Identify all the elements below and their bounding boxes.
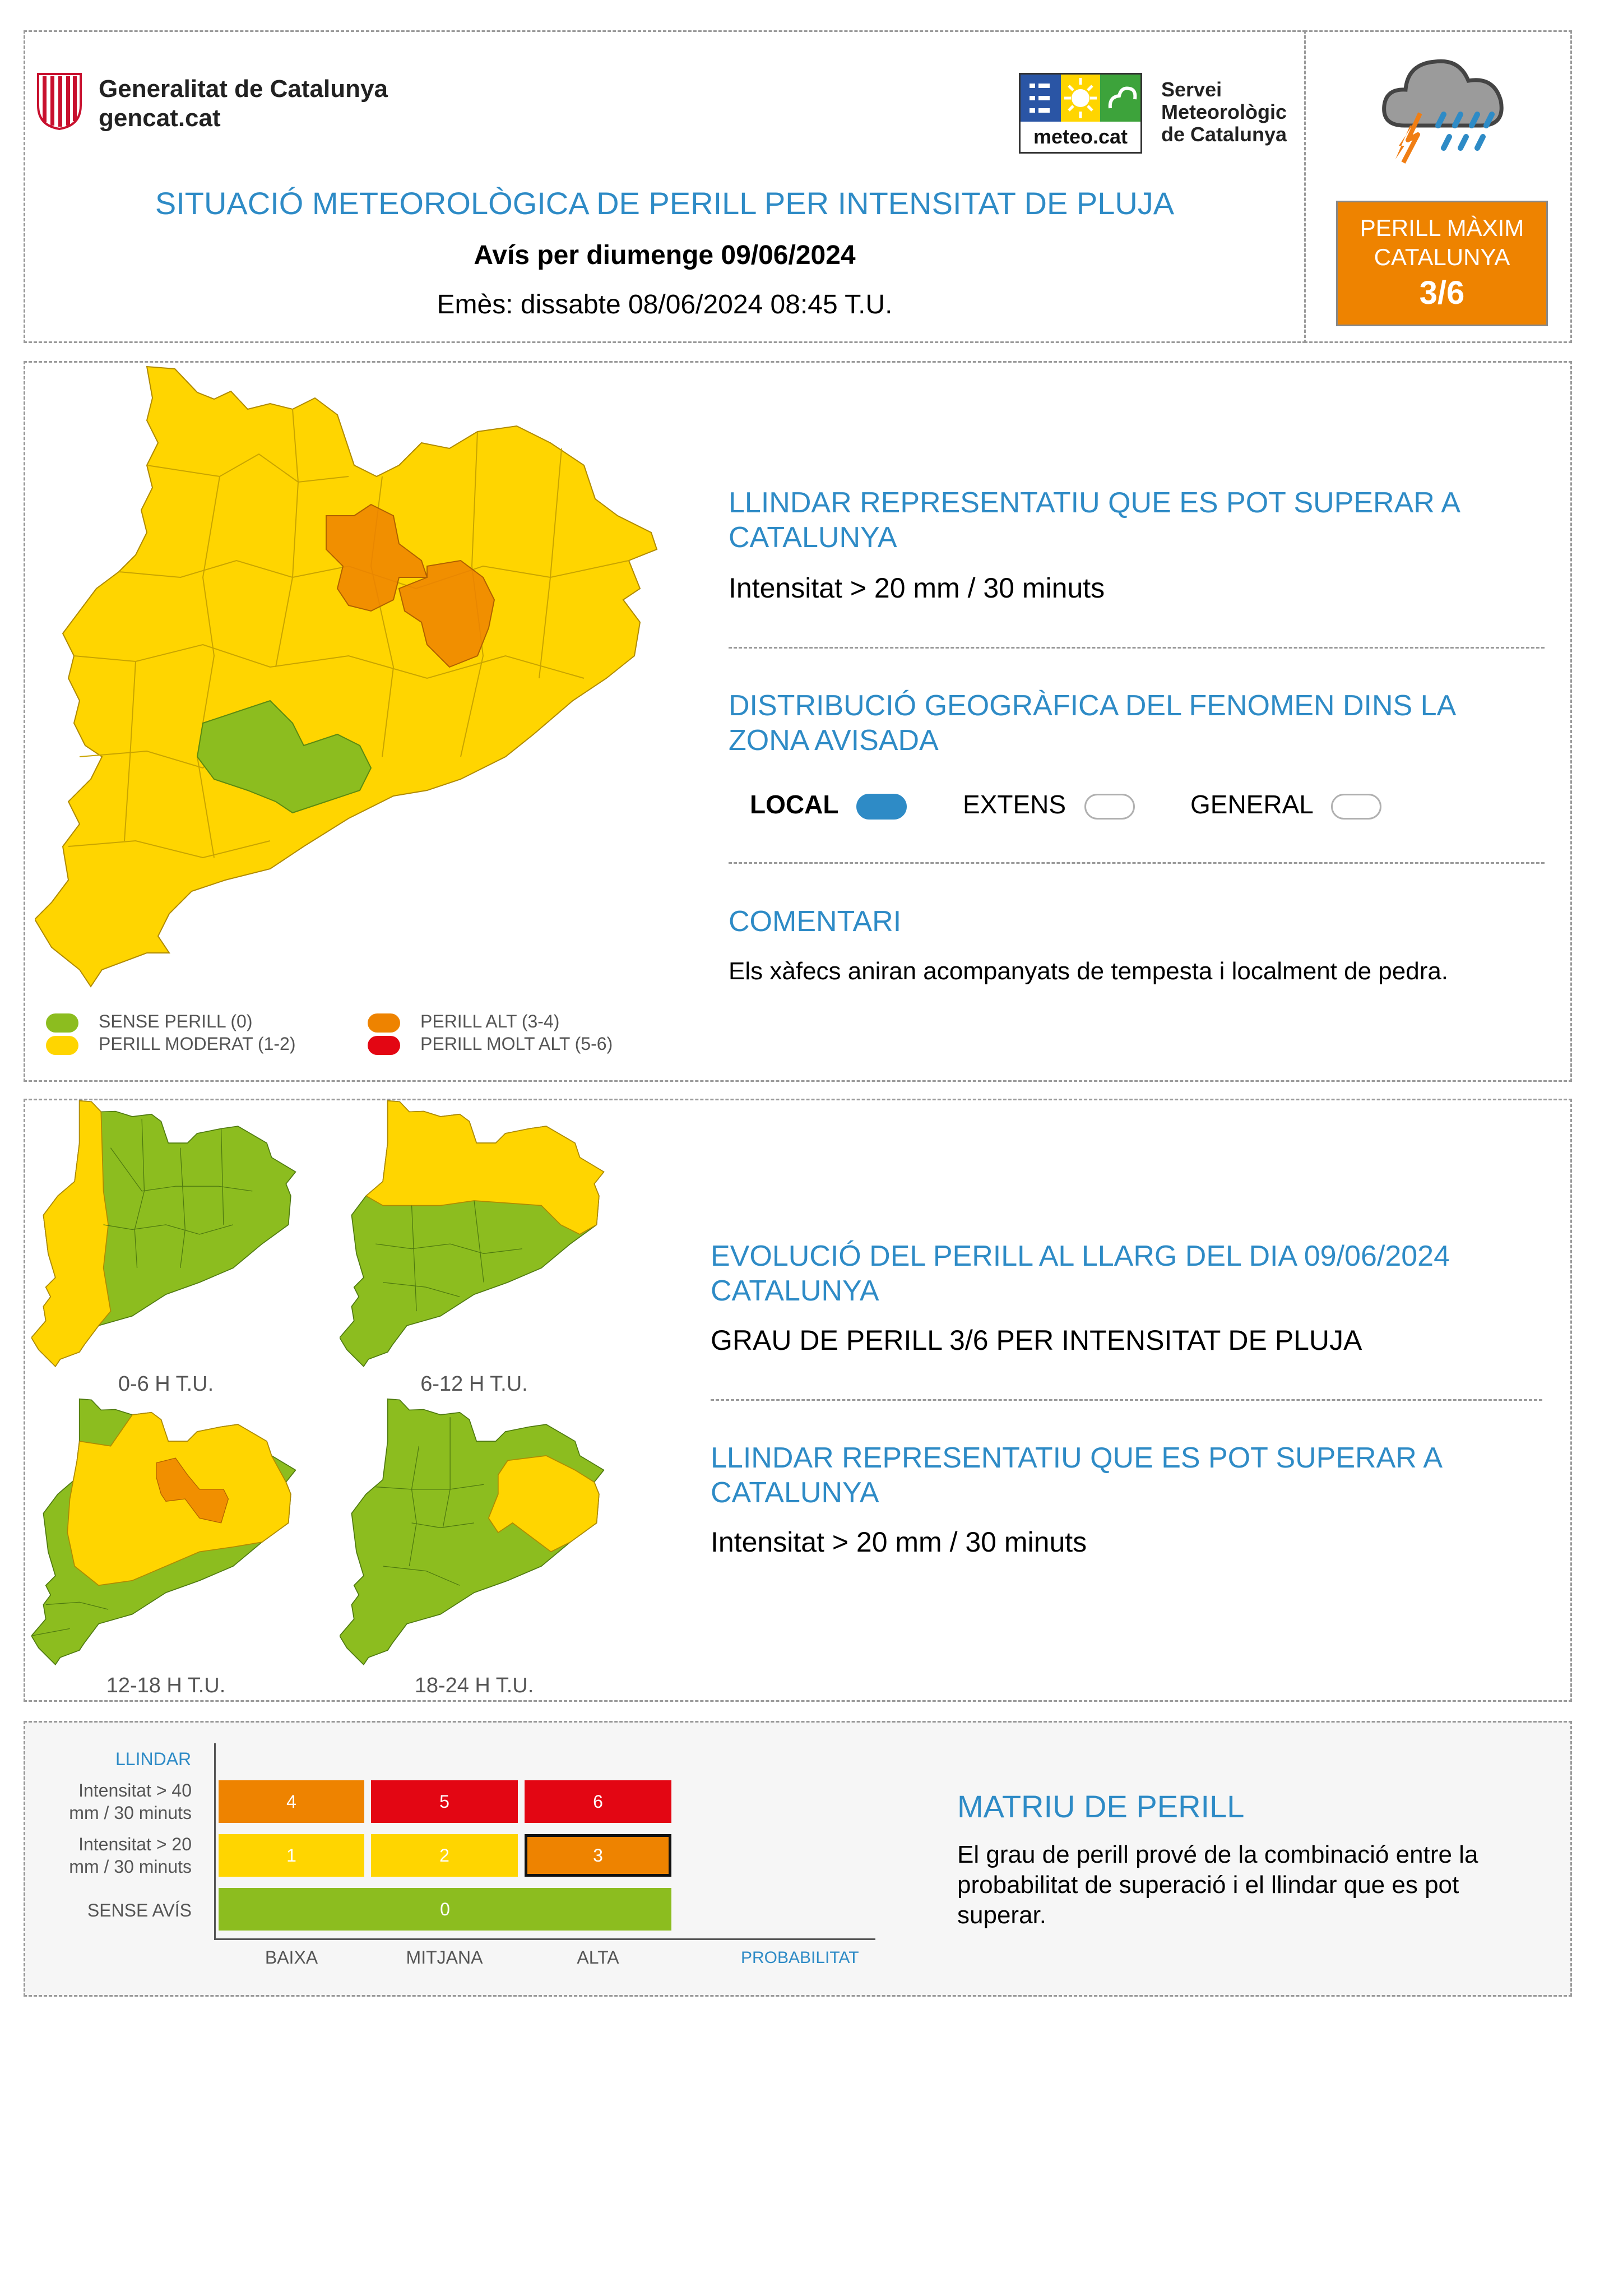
legend-swatch-moderate (46, 1036, 78, 1055)
matrix-col-label: BAIXA (265, 1947, 318, 1968)
matrix-text: El grau de perill prové de la combinació entre la probabilitat de superació i el llindar que es pot superar. (957, 1841, 1478, 1929)
generalitat-logo (36, 72, 83, 130)
meteocat-brand: meteo.cat (1033, 125, 1128, 148)
max-danger-line1: PERILL MÀXIM (1360, 215, 1524, 241)
evolution-grade: GRAU DE PERILL 3/6 PER INTENSITAT DE PLUJA (711, 1325, 1362, 1356)
service-name (1161, 78, 1287, 146)
storm-cloud-rain-icon (1376, 47, 1511, 165)
period-label: 12-18 H T.U. (106, 1674, 226, 1697)
divider (729, 647, 1545, 649)
page-title: SITUACIÓ METEOROLÒGICA DE PERILL PER INTENSITAT DE PLUJA (155, 186, 1175, 221)
legend-swatch-very-high (368, 1036, 400, 1055)
matrix-cell: 0 (219, 1888, 671, 1931)
legend-label: PERILL MOLT ALT (5-6) (420, 1034, 613, 1054)
matrix-cell: 5 (371, 1780, 518, 1823)
evolution-threshold-text: Intensitat > 20 mm / 30 minuts (711, 1526, 1087, 1558)
matrix-col-label: ALTA (577, 1947, 619, 1968)
matrix-cell: 6 (525, 1780, 671, 1823)
mini-map-0-6 (31, 1100, 300, 1369)
issued-time: Emès: dissabte 08/06/2024 08:45 T.U. (437, 290, 893, 320)
matrix-col-label: MITJANA (406, 1947, 483, 1968)
legend-item (368, 1011, 559, 1033)
row-label-line: mm / 30 minuts (69, 1857, 192, 1877)
matrix-row-label (34, 1779, 192, 1824)
matrix-x-axis (214, 1938, 875, 1940)
legend-item (46, 1011, 252, 1033)
distribution-indicator (1331, 794, 1381, 820)
evolution-title: EVOLUCIÓ DEL PERILL AL LLARG DEL DIA 09/06/2024 CATALUNYA (711, 1240, 1450, 1307)
matrix-cell: 4 (219, 1780, 364, 1823)
matrix-row-label: SENSE AVÍS (87, 1900, 192, 1920)
mini-map-6-12 (340, 1100, 609, 1369)
matrix-axis-probability: PROBABILITAT (741, 1948, 859, 1967)
distribution-label: EXTENS (963, 790, 1066, 819)
legend-item (368, 1034, 613, 1055)
mini-map-18-24 (340, 1398, 609, 1667)
comment-title: COMENTARI (729, 905, 902, 938)
distribution-option-local[interactable] (750, 789, 907, 820)
legend-label: SENSE PERILL (0) (99, 1011, 253, 1031)
distribution-option-general[interactable] (1190, 789, 1381, 820)
matrix-axis-threshold: LLINDAR (115, 1749, 192, 1769)
mini-map-12-18 (31, 1398, 300, 1667)
service-line-2: Meteorològic (1161, 100, 1287, 123)
gov-site: gencat.cat (99, 104, 221, 132)
threshold-text: Intensitat > 20 mm / 30 minuts (729, 572, 1105, 604)
distribution-indicator (1084, 794, 1135, 820)
legend-swatch-none (46, 1013, 78, 1033)
row-label-line: Intensitat > 20 (78, 1834, 192, 1854)
catalonia-danger-map (35, 364, 662, 992)
legend-label: PERILL ALT (3-4) (420, 1011, 560, 1031)
divider (729, 862, 1545, 864)
period-label: 6-12 H T.U. (420, 1372, 528, 1396)
distribution-label: GENERAL (1190, 790, 1313, 819)
matrix-title: MATRIU DE PERILL (957, 1789, 1245, 1824)
legend-swatch-high (368, 1013, 400, 1033)
matrix-cell-current: 3 (525, 1834, 671, 1877)
distribution-option-extens[interactable] (963, 789, 1135, 820)
distribution-title: DISTRIBUCIÓ GEOGRÀFICA DEL FENOMEN DINS LA ZONA AVISADA (729, 689, 1455, 757)
threshold-title: LLINDAR REPRESENTATIU QUE ES POT SUPERAR A CATALUNYA (729, 487, 1459, 554)
distribution-indicator (856, 794, 907, 820)
period-label: 18-24 H T.U. (414, 1674, 534, 1697)
matrix-cell: 2 (371, 1834, 518, 1877)
legend-item (46, 1034, 295, 1055)
distribution-label: LOCAL (750, 790, 838, 819)
max-danger-line2: CATALUNYA (1374, 244, 1510, 270)
warning-date: Avís per diumenge 09/06/2024 (474, 240, 856, 270)
comment-text: Els xàfecs aniran acompanyats de tempesta i localment de pedra. (729, 957, 1449, 985)
max-danger-badge (1336, 201, 1548, 326)
service-line-3: de Catalunya (1161, 123, 1287, 146)
matrix-cell: 1 (219, 1834, 364, 1877)
service-line-1: Servei (1161, 78, 1222, 101)
evolution-threshold-title: LLINDAR REPRESENTATIU QUE ES POT SUPERAR A CATALUNYA (711, 1442, 1441, 1509)
meteocat-logo (1019, 73, 1142, 154)
row-label-line: mm / 30 minuts (69, 1803, 192, 1823)
legend-label: PERILL MODERAT (1-2) (99, 1034, 296, 1054)
divider (711, 1399, 1542, 1401)
period-label: 0-6 H T.U. (118, 1372, 214, 1396)
matrix-y-axis (214, 1743, 216, 1939)
matrix-row-label (34, 1833, 192, 1878)
max-danger-value: 3/6 (1419, 275, 1465, 311)
row-label-line: Intensitat > 40 (78, 1780, 192, 1800)
gov-name: Generalitat de Catalunya (99, 75, 388, 103)
